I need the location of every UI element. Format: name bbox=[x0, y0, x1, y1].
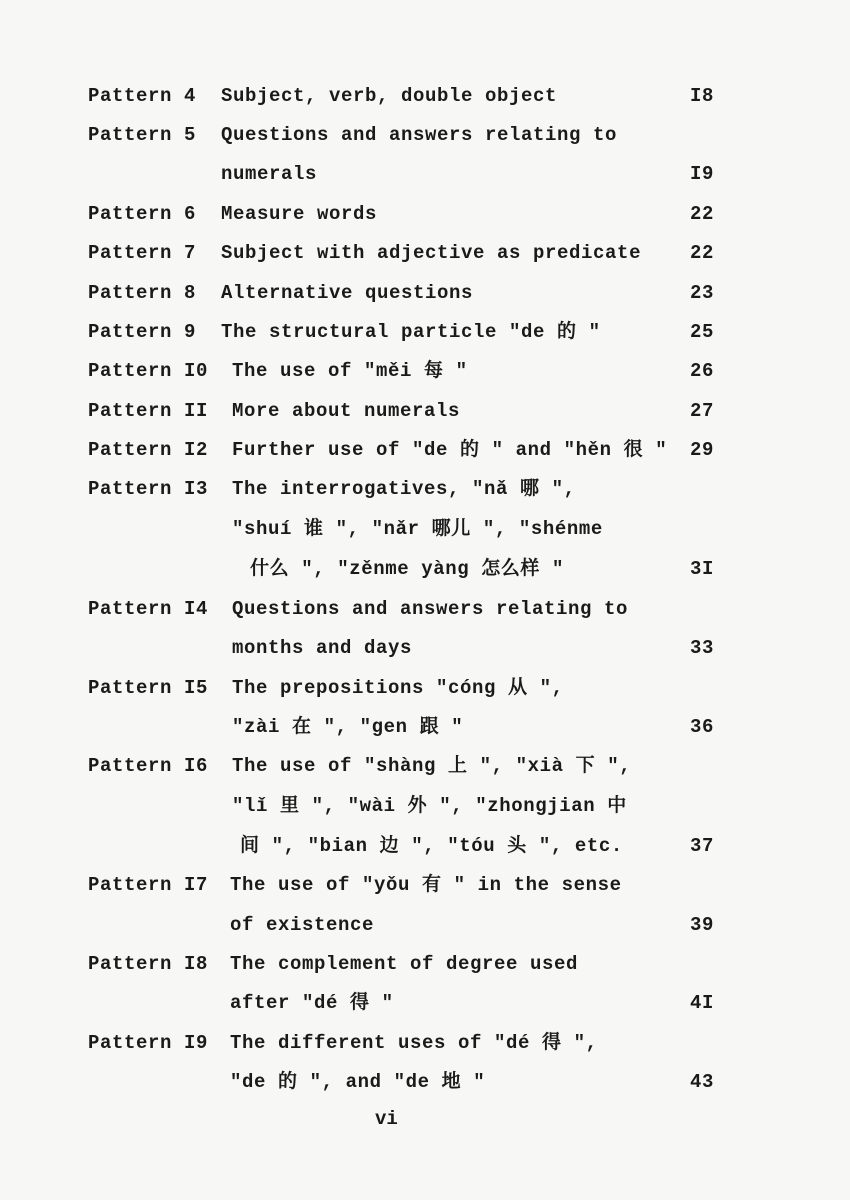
toc-entry-page: 33 bbox=[690, 637, 715, 659]
toc-entry-title-continuation: "shuí 谁 ", "nǎr 哪儿 ", "shénme bbox=[232, 518, 603, 540]
toc-entry-title-continuation: "lǐ 里 ", "wài 外 ", "zhongjian 中 bbox=[232, 795, 627, 817]
toc-entry-page: 26 bbox=[690, 360, 715, 382]
toc-entry-label: Pattern I7 bbox=[88, 874, 209, 896]
toc-entry-title: Measure words bbox=[221, 203, 378, 225]
toc-entry-page: 25 bbox=[690, 321, 715, 343]
toc-entry-title: More about numerals bbox=[232, 400, 461, 422]
toc-entry-title-continuation: 什么 ", "zěnme yàng 怎么样 " bbox=[250, 558, 565, 580]
toc-entry-page: 27 bbox=[690, 400, 715, 422]
toc-entry-title: The use of "yǒu 有 " in the sense bbox=[230, 874, 622, 896]
toc-entry-page: 22 bbox=[690, 242, 715, 264]
toc-entry-label: Pattern I8 bbox=[88, 953, 209, 975]
toc-entry-title-continuation: 间 ", "bian 边 ", "tóu 头 ", etc. bbox=[240, 835, 623, 857]
toc-entry-page: 36 bbox=[690, 716, 715, 738]
toc-entry-title-continuation: "de 的 ", and "de 地 " bbox=[230, 1071, 486, 1093]
toc-entry-title: Questions and answers relating to bbox=[221, 124, 618, 146]
toc-entry-label: Pattern 9 bbox=[88, 321, 197, 343]
toc-entry-page: 29 bbox=[690, 439, 715, 461]
toc-entry-title: The interrogatives, "nǎ 哪 ", bbox=[232, 478, 576, 500]
toc-entry-label: Pattern 5 bbox=[88, 124, 197, 146]
toc-entry-title: The prepositions "cóng 从 ", bbox=[232, 677, 564, 699]
toc-entry-label: Pattern 6 bbox=[88, 203, 197, 225]
toc-entry-title-continuation: of existence bbox=[230, 914, 375, 936]
toc-entry-page: I9 bbox=[690, 163, 715, 185]
toc-entry-label: Pattern I3 bbox=[88, 478, 209, 500]
toc-entry-title: The different uses of "dé 得 ", bbox=[230, 1032, 598, 1054]
toc-entry-title: The complement of degree used bbox=[230, 953, 579, 975]
toc-entry-title-continuation: numerals bbox=[221, 163, 318, 185]
page-number: vi bbox=[375, 1108, 398, 1130]
toc-entry-label: Pattern 4 bbox=[88, 85, 197, 107]
toc-entry-title-continuation: after "dé 得 " bbox=[230, 992, 394, 1014]
toc-entry-title: Subject, verb, double object bbox=[221, 85, 558, 107]
toc-entry-page: 4I bbox=[690, 992, 715, 1014]
toc-entry-page: I8 bbox=[690, 85, 715, 107]
toc-entry-title: Subject with adjective as predicate bbox=[221, 242, 642, 264]
toc-entry-title: Further use of "de 的 " and "hěn 很 " bbox=[232, 439, 668, 461]
toc-entry-page: 39 bbox=[690, 914, 715, 936]
toc-entry-page: 43 bbox=[690, 1071, 715, 1093]
toc-entry-title: The structural particle "de 的 " bbox=[221, 321, 601, 343]
toc-entry-page: 22 bbox=[690, 203, 715, 225]
toc-entry-label: Pattern 7 bbox=[88, 242, 197, 264]
toc-entry-label: Pattern I9 bbox=[88, 1032, 209, 1054]
toc-entry-title: The use of "shàng 上 ", "xià 下 ", bbox=[232, 755, 632, 777]
toc-entry-label: Pattern I6 bbox=[88, 755, 209, 777]
toc-entry-label: Pattern I0 bbox=[88, 360, 209, 382]
toc-entry-page: 23 bbox=[690, 282, 715, 304]
toc-entry-title: Alternative questions bbox=[221, 282, 474, 304]
toc-entry-label: Pattern I2 bbox=[88, 439, 209, 461]
toc-entry-label: Pattern I4 bbox=[88, 598, 209, 620]
toc-entry-label: Pattern I5 bbox=[88, 677, 209, 699]
toc-entry-title-continuation: months and days bbox=[232, 637, 413, 659]
toc-entry-page: 37 bbox=[690, 835, 715, 857]
toc-entry-label: Pattern 8 bbox=[88, 282, 197, 304]
toc-entry-title-continuation: "zài 在 ", "gen 跟 " bbox=[232, 716, 464, 738]
toc-entry-page: 3I bbox=[690, 558, 715, 580]
toc-entry-title: Questions and answers relating to bbox=[232, 598, 629, 620]
toc-entry-label: Pattern II bbox=[88, 400, 209, 422]
toc-entry-title: The use of "měi 每 " bbox=[232, 360, 468, 382]
